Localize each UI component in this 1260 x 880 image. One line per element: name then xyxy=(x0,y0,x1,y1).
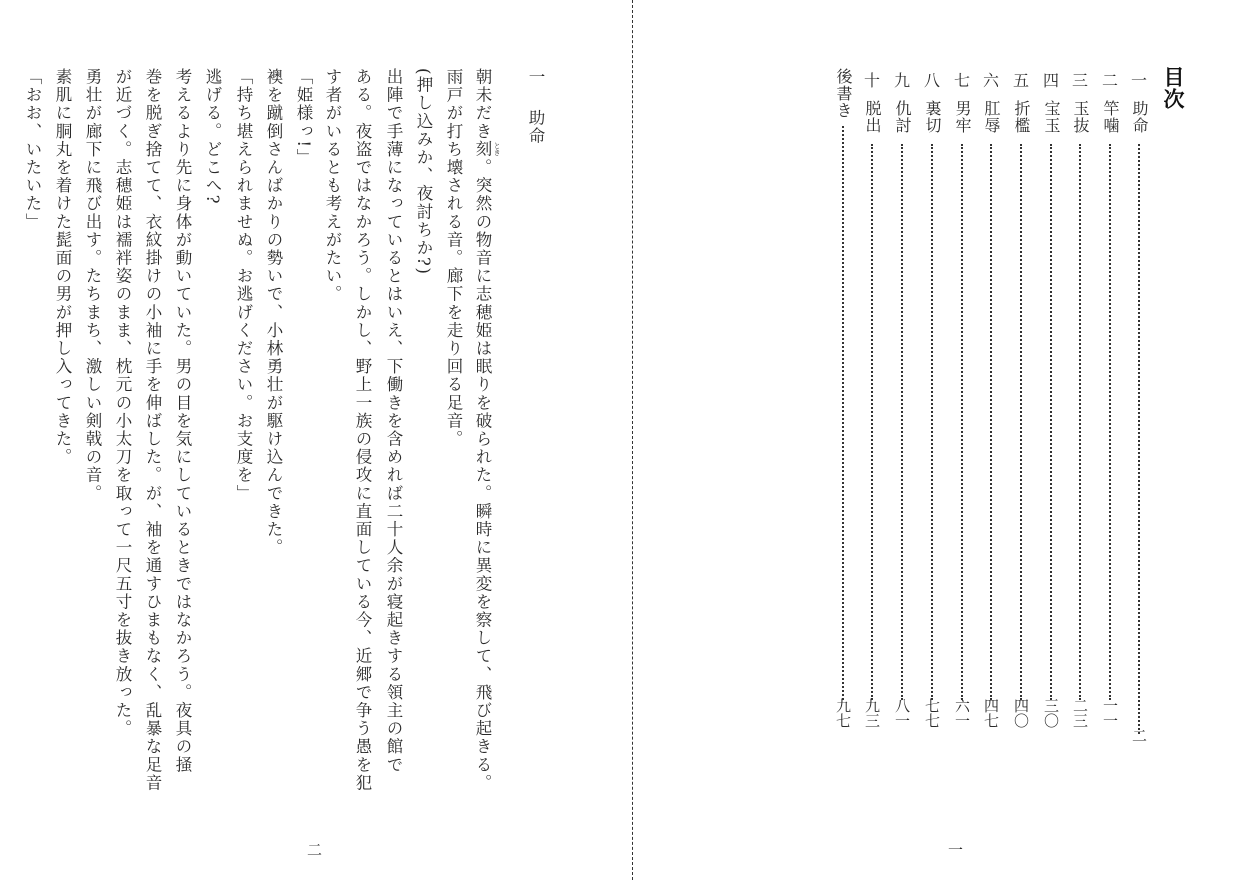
toc-entry-page: 九三 xyxy=(863,698,881,728)
toc-entry-title: 折檻 xyxy=(1012,100,1031,134)
toc-entry[interactable] xyxy=(1069,68,1091,748)
dotted-leader xyxy=(1138,144,1140,734)
toc-entry[interactable] xyxy=(1010,68,1032,748)
toc-entry-title: 裏切 xyxy=(923,100,942,134)
text-column: 雨戸が打ち壊される音。廊下を走り回る足音。 xyxy=(444,68,463,449)
chapter-heading xyxy=(523,68,547,145)
toc-entry-afterword[interactable] xyxy=(832,68,854,748)
toc-entry-page: 一一 xyxy=(1101,698,1119,728)
toc-entry-number: 一 xyxy=(1130,71,1147,90)
toc-entry[interactable] xyxy=(1128,68,1150,748)
right-page xyxy=(634,0,1260,880)
ruby-annotated-word xyxy=(473,140,501,159)
text-column: 「持ち堪えられませぬ。お逃げください。お支度を」 xyxy=(234,68,253,503)
toc-entry-page: 三〇 xyxy=(1042,698,1060,728)
text-column: ある。夜盗ではなかろう。しかし、野上一族の侵攻に直面している今、近郷で争う愚を犯 xyxy=(353,68,372,792)
text-column: 勇壮が廊下に飛び出す。たちまち、激しい剣戟の音。 xyxy=(83,68,102,503)
dotted-leader xyxy=(961,144,963,700)
ruby-reading: とき xyxy=(493,142,501,157)
dotted-leader xyxy=(1050,144,1052,700)
toc-entry-title: 助命 xyxy=(1130,100,1149,134)
page-divider xyxy=(632,0,633,880)
toc-entry-number: 八 xyxy=(923,71,940,90)
toc-entry-title: 竿噛 xyxy=(1101,100,1120,134)
toc-entry-page: 七七 xyxy=(923,698,941,728)
text-column: 考えるより先に身体が動いていた。男の目を気にしているときではなかろう。夜具の掻 xyxy=(173,68,192,774)
dotted-leader xyxy=(1109,144,1111,700)
dotted-leader xyxy=(1079,144,1081,700)
toc-entry-title: 男牢 xyxy=(953,100,972,134)
toc-entry-title: 玉抜 xyxy=(1071,100,1090,134)
toc-entry-page: 四〇 xyxy=(1012,698,1030,728)
toc-entry-title: 宝玉 xyxy=(1042,100,1061,134)
chapter-title: 助命 xyxy=(526,108,545,146)
text-column: が近づく。志穂姫は襦袢姿のまま、枕元の小太刀を取って一尺五寸を抜き放った。 xyxy=(113,68,132,738)
toc-entry[interactable] xyxy=(891,68,913,748)
toc-entry-number: 六 xyxy=(982,71,999,90)
toc-entry[interactable] xyxy=(980,68,1002,748)
toc-entry-number: 四 xyxy=(1042,71,1059,90)
chapter-number: 一 xyxy=(526,68,545,87)
text-span: 朝未だき xyxy=(473,68,492,141)
toc-entry-number: 七 xyxy=(953,71,970,90)
toc-entry-number: 二 xyxy=(1101,71,1118,90)
toc-entry-title: 後書き xyxy=(834,68,853,119)
text-column xyxy=(467,68,501,793)
ruby-base: 刻 xyxy=(473,140,492,159)
text-column: 襖を蹴倒さんばかりの勢いで、小林勇壮が駆け込んできた。 xyxy=(264,68,283,557)
page-number: 二 xyxy=(305,842,323,857)
text-column: 出陣で手薄になっているとはいえ、下働きを含めれば二十人余が寝起きする領主の館で xyxy=(384,68,403,774)
page-number: 一 xyxy=(946,842,964,857)
toc-entry-page: 四七 xyxy=(982,698,1000,728)
text-column: 「おお、いたいた」 xyxy=(23,68,42,231)
toc-entry-number: 九 xyxy=(893,71,910,90)
text-column: 巻を脱ぎ捨てて、衣紋掛けの小袖に手を伸ばした。が、袖を通すひまもなく、乱暴な足音 xyxy=(143,68,162,792)
toc-entry[interactable] xyxy=(1040,68,1062,748)
text-column: (押し込みか、夜討ちか?) xyxy=(414,68,433,276)
text-column: 「姫様っ!」 xyxy=(294,68,313,167)
toc-entry-page: 二 xyxy=(1130,728,1148,743)
toc-entry-number: 十 xyxy=(863,71,880,90)
toc-entry[interactable] xyxy=(951,68,973,748)
toc-entry-page: 六一 xyxy=(953,698,971,728)
dotted-leader xyxy=(931,144,933,700)
dotted-leader xyxy=(990,144,992,700)
toc-entry-title: 肛辱 xyxy=(982,100,1001,134)
toc-entry-page: 八一 xyxy=(893,698,911,728)
text-span: 。突然の物音に志穂姫は眠りを破られた。瞬時に異変を察して、飛び起きる。 xyxy=(473,158,492,793)
text-column: 逃げる。どこへ? xyxy=(203,68,222,206)
toc-entry[interactable] xyxy=(861,68,883,748)
toc-entry[interactable] xyxy=(921,68,943,748)
text-column: す者がいるとも考えがたい。 xyxy=(323,68,342,304)
toc-entry-number: 五 xyxy=(1012,71,1029,90)
toc-entry-page: 九七 xyxy=(834,698,852,728)
dotted-leader xyxy=(1020,144,1022,700)
toc-entry-title: 仇討 xyxy=(893,100,912,134)
text-column: 素肌に胴丸を着けた髭面の男が押し入ってきた。 xyxy=(53,68,72,467)
toc-entry-title: 脱出 xyxy=(863,100,882,134)
toc-entry-number: 三 xyxy=(1071,71,1088,90)
toc-entry[interactable] xyxy=(1099,68,1121,748)
dotted-leader xyxy=(842,126,844,700)
toc-entry-page: 二三 xyxy=(1071,698,1089,728)
dotted-leader xyxy=(871,144,873,700)
dotted-leader xyxy=(901,144,903,700)
toc-title: 目次 xyxy=(1161,66,1185,110)
